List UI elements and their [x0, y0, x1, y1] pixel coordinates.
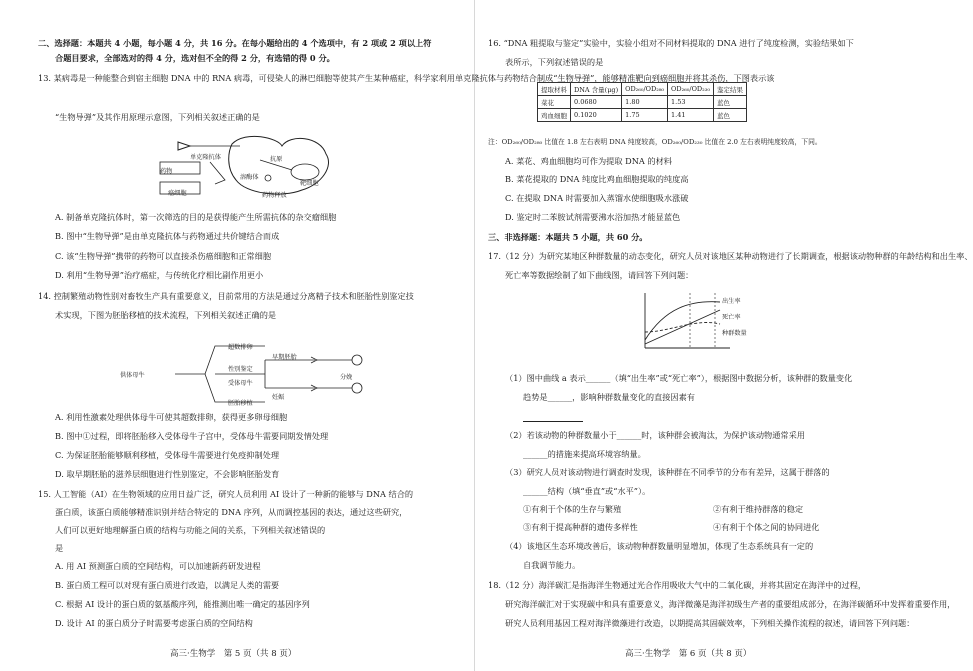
- q17-chart-label-a: 出生率: [722, 298, 741, 305]
- table-cell: 蓝色: [713, 96, 746, 109]
- q17-choice-2: ②有利于维持群落的稳定: [713, 504, 804, 514]
- q14-option-b: B. 图中①过程，即将胚胎移入受体母牛子宫中，受体母牛需要同期发情处理: [55, 431, 329, 441]
- q17-part-1: （1）图中曲线 a 表示______（填“出生率”或“死亡率”），根据图中数据分析，该种群的数量变化: [505, 373, 853, 383]
- q16-option-c: C. 在提取 DNA 时需要加入蒸馏水使细胞吸水涨破: [505, 193, 689, 203]
- table-row: [538, 96, 747, 109]
- q17-part-4-cont: 自我调节能力。: [523, 560, 581, 570]
- q16-th-od280: OD₂₆₀/OD₂₈₀: [622, 83, 668, 96]
- q13-stem-cont: “生物导弹”及其作用原理示意图，下列相关叙述正确的是: [55, 112, 260, 122]
- q14-label-d: 受体母牛: [228, 380, 253, 387]
- section-2-header-cont: 合题目要求，全部选对的得 4 分，选对但不全的得 2 分，有选错的得 0 分。: [55, 53, 335, 63]
- q15-stem: 15. 人工智能（AI）在生物领域的应用日益广泛，研究人员利用 AI 设计了一种新的能够与 DNA 结合的: [38, 489, 414, 499]
- q15-option-c: C. 根据 AI 设计的蛋白质的氨基酸序列，能推测出唯一确定的基因序列: [55, 599, 310, 609]
- q16-note: 注：OD₂₆₀/OD₂₈₀ 比值在 1.8 左右表明 DNA 纯度较高，OD₂₆₀/OD₂₃₀ 比值在 2.0 左右表明纯度较高，下同。: [488, 138, 822, 146]
- q13-label-c: 药物: [160, 168, 173, 175]
- q16-th-content: DNA 含量(μg): [571, 83, 622, 96]
- table-cell: 蓝色: [713, 109, 746, 122]
- table-cell: 鸡血细胞: [538, 109, 571, 122]
- q13-label-b: 抗原: [270, 156, 283, 163]
- q17-answer-blank-1[interactable]: [523, 411, 643, 422]
- q17-part-4: （4）该地区生态环境改善后，该动物种群数量明显增加，体现了生态系统具有一定的: [505, 541, 814, 551]
- q13-label-g: 药物释放: [262, 192, 287, 199]
- q18-stem-cont-1: 研究海洋碳汇对于实现碳中和具有重要意义，海洋微藻是海洋初级生产者的重要组成部分，在海洋碳循环中发挥着重要作用，: [505, 599, 956, 609]
- q14-stem-cont: 术实现，下图为胚胎移植的技术流程，下列相关叙述正确的是: [55, 310, 277, 320]
- right-page-footer: 高三·生物学 第 6 页（共 8 页）: [625, 649, 752, 659]
- q16-stem: 16. “DNA 粗提取与鉴定”实验中，实验小组对不同材料提取的 DNA 进行了纯度检测，实验结果如下: [488, 38, 854, 48]
- q14-label-c: 性别鉴定: [228, 366, 253, 373]
- q13-option-d: D. 利用“生物导弹”治疗癌症，与传统化疗相比副作用更小: [55, 270, 264, 280]
- table-cell: 0.0680: [571, 96, 622, 109]
- q18-stem: 18.（12 分）海洋碳汇是指海洋生物通过光合作用吸收大气中的二氧化碳，并将其固定在海洋中的过程，: [488, 580, 867, 590]
- q13-label-d: 溶酶体: [240, 174, 259, 181]
- q13-option-c: C. 该“生物导弹”携带的药物可以直接杀伤癌细胞和正常细胞: [55, 251, 272, 261]
- q17-part-3-cont: ______结构（填“垂直”或“水平”）。: [523, 486, 651, 496]
- table-cell: 菜花: [538, 96, 571, 109]
- q14-option-d: D. 取早期胚胎的滋养层细胞进行性别鉴定，不会影响胚胎发育: [55, 469, 280, 479]
- q14-label-a: 供体母牛: [120, 372, 145, 379]
- q15-option-d: D. 设计 AI 的蛋白质分子时需要考虑蛋白质的空间结构: [55, 618, 253, 628]
- q17-stem: 17.（12 分）为研究某地区种群数量的动态变化，研究人员对该地区某种动物进行了长期调查，根据该动物种群的年龄结构和出生率、: [488, 251, 973, 261]
- table-cell: 1.53: [668, 96, 714, 109]
- q15-stem-cont-1: 蛋白质，该蛋白质能够精准识别并结合特定的 DNA 序列，从而调控基因的表达，通过这些研究，: [55, 507, 408, 517]
- q16-th-result: 鉴定结果: [713, 83, 746, 96]
- left-page-footer: 高三·生物学 第 5 页（共 8 页）: [170, 649, 297, 659]
- table-row: [538, 109, 747, 122]
- q16-option-d: D. 鉴定时二苯胺试剂需要沸水浴加热才能显蓝色: [505, 212, 681, 222]
- q14-option-a: A. 利用性激素处理供体母牛可使其超数排卵，获得更多卵母细胞: [55, 412, 288, 422]
- table-cell: 0.1020: [571, 109, 622, 122]
- section-3-header: 三、非选择题：本题共 5 小题，共 60 分。: [488, 232, 648, 242]
- q15-option-b: B. 蛋白质工程可以对现有蛋白质进行改造，以满足人类的需要: [55, 580, 280, 590]
- q16-table-header-row: [538, 83, 747, 96]
- q18-stem-cont-2: 研究人员利用基因工程对海洋微藻进行改造，以期提高其固碳效率，下列相关操作流程的叙述，请回答下列问题：: [505, 618, 915, 628]
- table-cell: 1.80: [622, 96, 668, 109]
- q17-part-2: （2）若该动物的种群数量小于______时，该种群会被淘汰，为保护该动物通常采用: [505, 430, 805, 440]
- q17-choice-1: ①有利于个体的生存与繁殖: [523, 504, 622, 514]
- q14-label-f: 早期胚胎: [272, 354, 297, 361]
- q17-chart-svg: [635, 288, 735, 358]
- q16-table: [537, 82, 747, 122]
- q16-option-b: B. 菜花提取的 DNA 纯度比鸡血细胞提取的纯度高: [505, 174, 689, 184]
- table-cell: 1.41: [668, 109, 714, 122]
- q14-option-c: C. 为保证胚胎能够顺利移植，受体母牛需要进行免疫抑制处理: [55, 450, 280, 460]
- q13-label-f: 癌细胞: [168, 190, 187, 197]
- table-cell: 1.75: [622, 109, 668, 122]
- q13-option-a: A. 制备单克隆抗体时，第一次筛选的目的是获得能产生所需抗体的杂交瘤细胞: [55, 212, 337, 222]
- q13-label-e: 靶细胞: [300, 180, 319, 187]
- q17-part-3: （3）研究人员对该动物进行调查时发现，该种群在不同季节的分布有差异，这属于群落的: [505, 467, 830, 477]
- q17-part-1-cont: 趋势是______，影响种群数量变化的直接因素有: [523, 392, 695, 402]
- q14-stem: 14. 控制繁殖动物性别对畜牧生产具有重要意义，目前常用的方法是通过分离精子技术和胚胎性别鉴定技: [38, 291, 414, 301]
- q14-label-h: 分娩: [340, 374, 353, 381]
- q13-stem: 13. 某病毒是一种能整合到宿主细胞 DNA 中的 RNA 病毒，可侵染人的淋巴细胞等使其产生某种癌症，科学家利用单克隆抗体与药物结合制成“生物导弹”，能够精准靶向到癌细胞并将其杀伤，下图表示该: [38, 73, 775, 83]
- q17-choice-3: ③有利于提高种群的遗传多样性: [523, 522, 638, 532]
- q15-stem-cont-2: 人们可以更好地理解蛋白质的结构与功能之间的关系，下列相关叙述错误的: [55, 525, 326, 535]
- q16-th-material: 提取材料: [538, 83, 571, 96]
- q15-stem-cont-3: 是: [55, 543, 64, 553]
- q17-choice-4: ④有利于个体之间的协同进化: [713, 522, 820, 532]
- q14-label-b: 超数排卵: [228, 344, 253, 351]
- q16-stem-cont: 表所示，下列叙述错误的是: [505, 57, 604, 67]
- q16-option-a: A. 菜花、鸡血细胞均可作为提取 DNA 的材料: [505, 156, 672, 166]
- q15-option-a: A. 用 AI 预测蛋白质的空间结构，可以加速新药研发进程: [55, 561, 261, 571]
- q17-stem-cont: 死亡率等数据绘制了如下曲线图，请回答下列问题：: [505, 270, 694, 280]
- q13-label-a: 单克隆抗体: [190, 154, 221, 161]
- right-page: [475, 0, 973, 671]
- q17-chart-label-b: 死亡率: [722, 314, 741, 321]
- q16-th-od230: OD₂₆₀/OD₂₃₀: [668, 83, 714, 96]
- q14-label-g: 妊娠: [272, 394, 285, 401]
- q17-chart-label-c: 种群数量: [722, 330, 747, 337]
- q14-label-e: 胚胎移植: [228, 400, 253, 407]
- q13-option-b: B. 图中“生物导弹”是由单克隆抗体与药物通过共价键结合而成: [55, 231, 280, 241]
- q17-part-2-cont: ______的措施来提高环境容纳量。: [523, 449, 646, 459]
- section-2-header: 二、选择题：本题共 4 小题，每小题 4 分，共 16 分。在每小题给出的 4 个选项中，有 2 项或 2 项以上符: [38, 38, 432, 48]
